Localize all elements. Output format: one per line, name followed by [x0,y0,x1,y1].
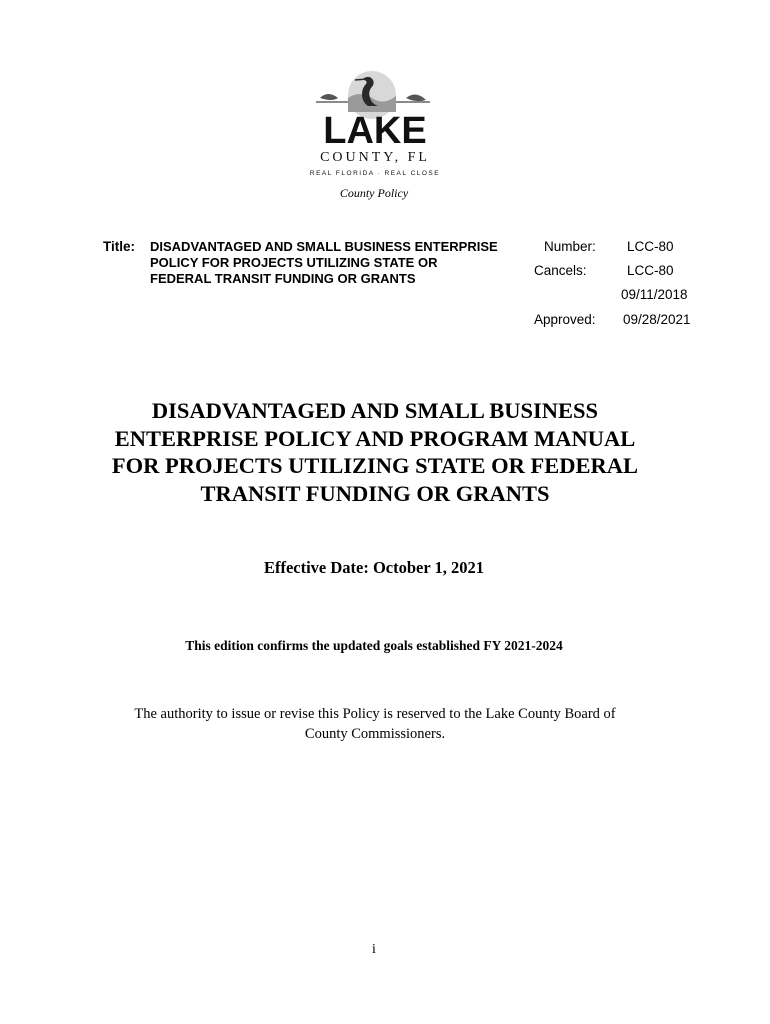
lake-county-logo [300,68,450,183]
document-title [60,397,690,507]
number-label: Number: [544,239,596,254]
document-title-line: DISADVANTAGED AND SMALL BUSINESS [151,398,599,423]
document-title-line: FOR PROJECTS UTILIZING STATE OR FEDERAL [111,453,639,478]
number-value: LCC-80 [627,239,674,254]
cancels-label: Cancels: [534,263,587,278]
document-title-line: TRANSIT FUNDING OR GRANTS [200,480,550,506]
approved-value: 09/28/2021 [623,312,691,327]
policy-title-line: DISADVANTAGED AND SMALL BUSINESS ENTERPRISE [150,239,498,254]
logo-tagline: REAL FLORIDA · REAL CLOSE [309,170,441,177]
approved-label: Approved: [534,312,596,327]
logo-wordmark: LAKE [323,110,427,152]
page-number: i [372,942,376,957]
cancels-value: LCC-80 [627,263,674,278]
county-policy-label: County Policy [339,186,409,200]
authority-statement [90,704,660,744]
logo-county-text: COUNTY, FL [320,150,430,165]
heron-logo-icon [300,68,450,183]
effective-date: Effective Date: October 1, 2021 [263,558,485,577]
document-title-line: ENTERPRISE POLICY AND PROGRAM MANUAL [114,425,636,451]
policy-title-line: POLICY FOR PROJECTS UTILIZING STATE OR [150,255,438,270]
authority-line: County Commissioners. [304,726,446,742]
cancels-date: 09/11/2018 [621,287,688,302]
edition-note: This edition confirms the updated goals established FY 2021-2024 [185,638,563,653]
policy-title-line: FEDERAL TRANSIT FUNDING OR GRANTS [150,271,416,286]
policy-title [150,239,530,287]
authority-line: The authority to issue or revise this Policy is reserved to the Lake County Board of [134,706,616,722]
title-label: Title: [103,239,136,254]
